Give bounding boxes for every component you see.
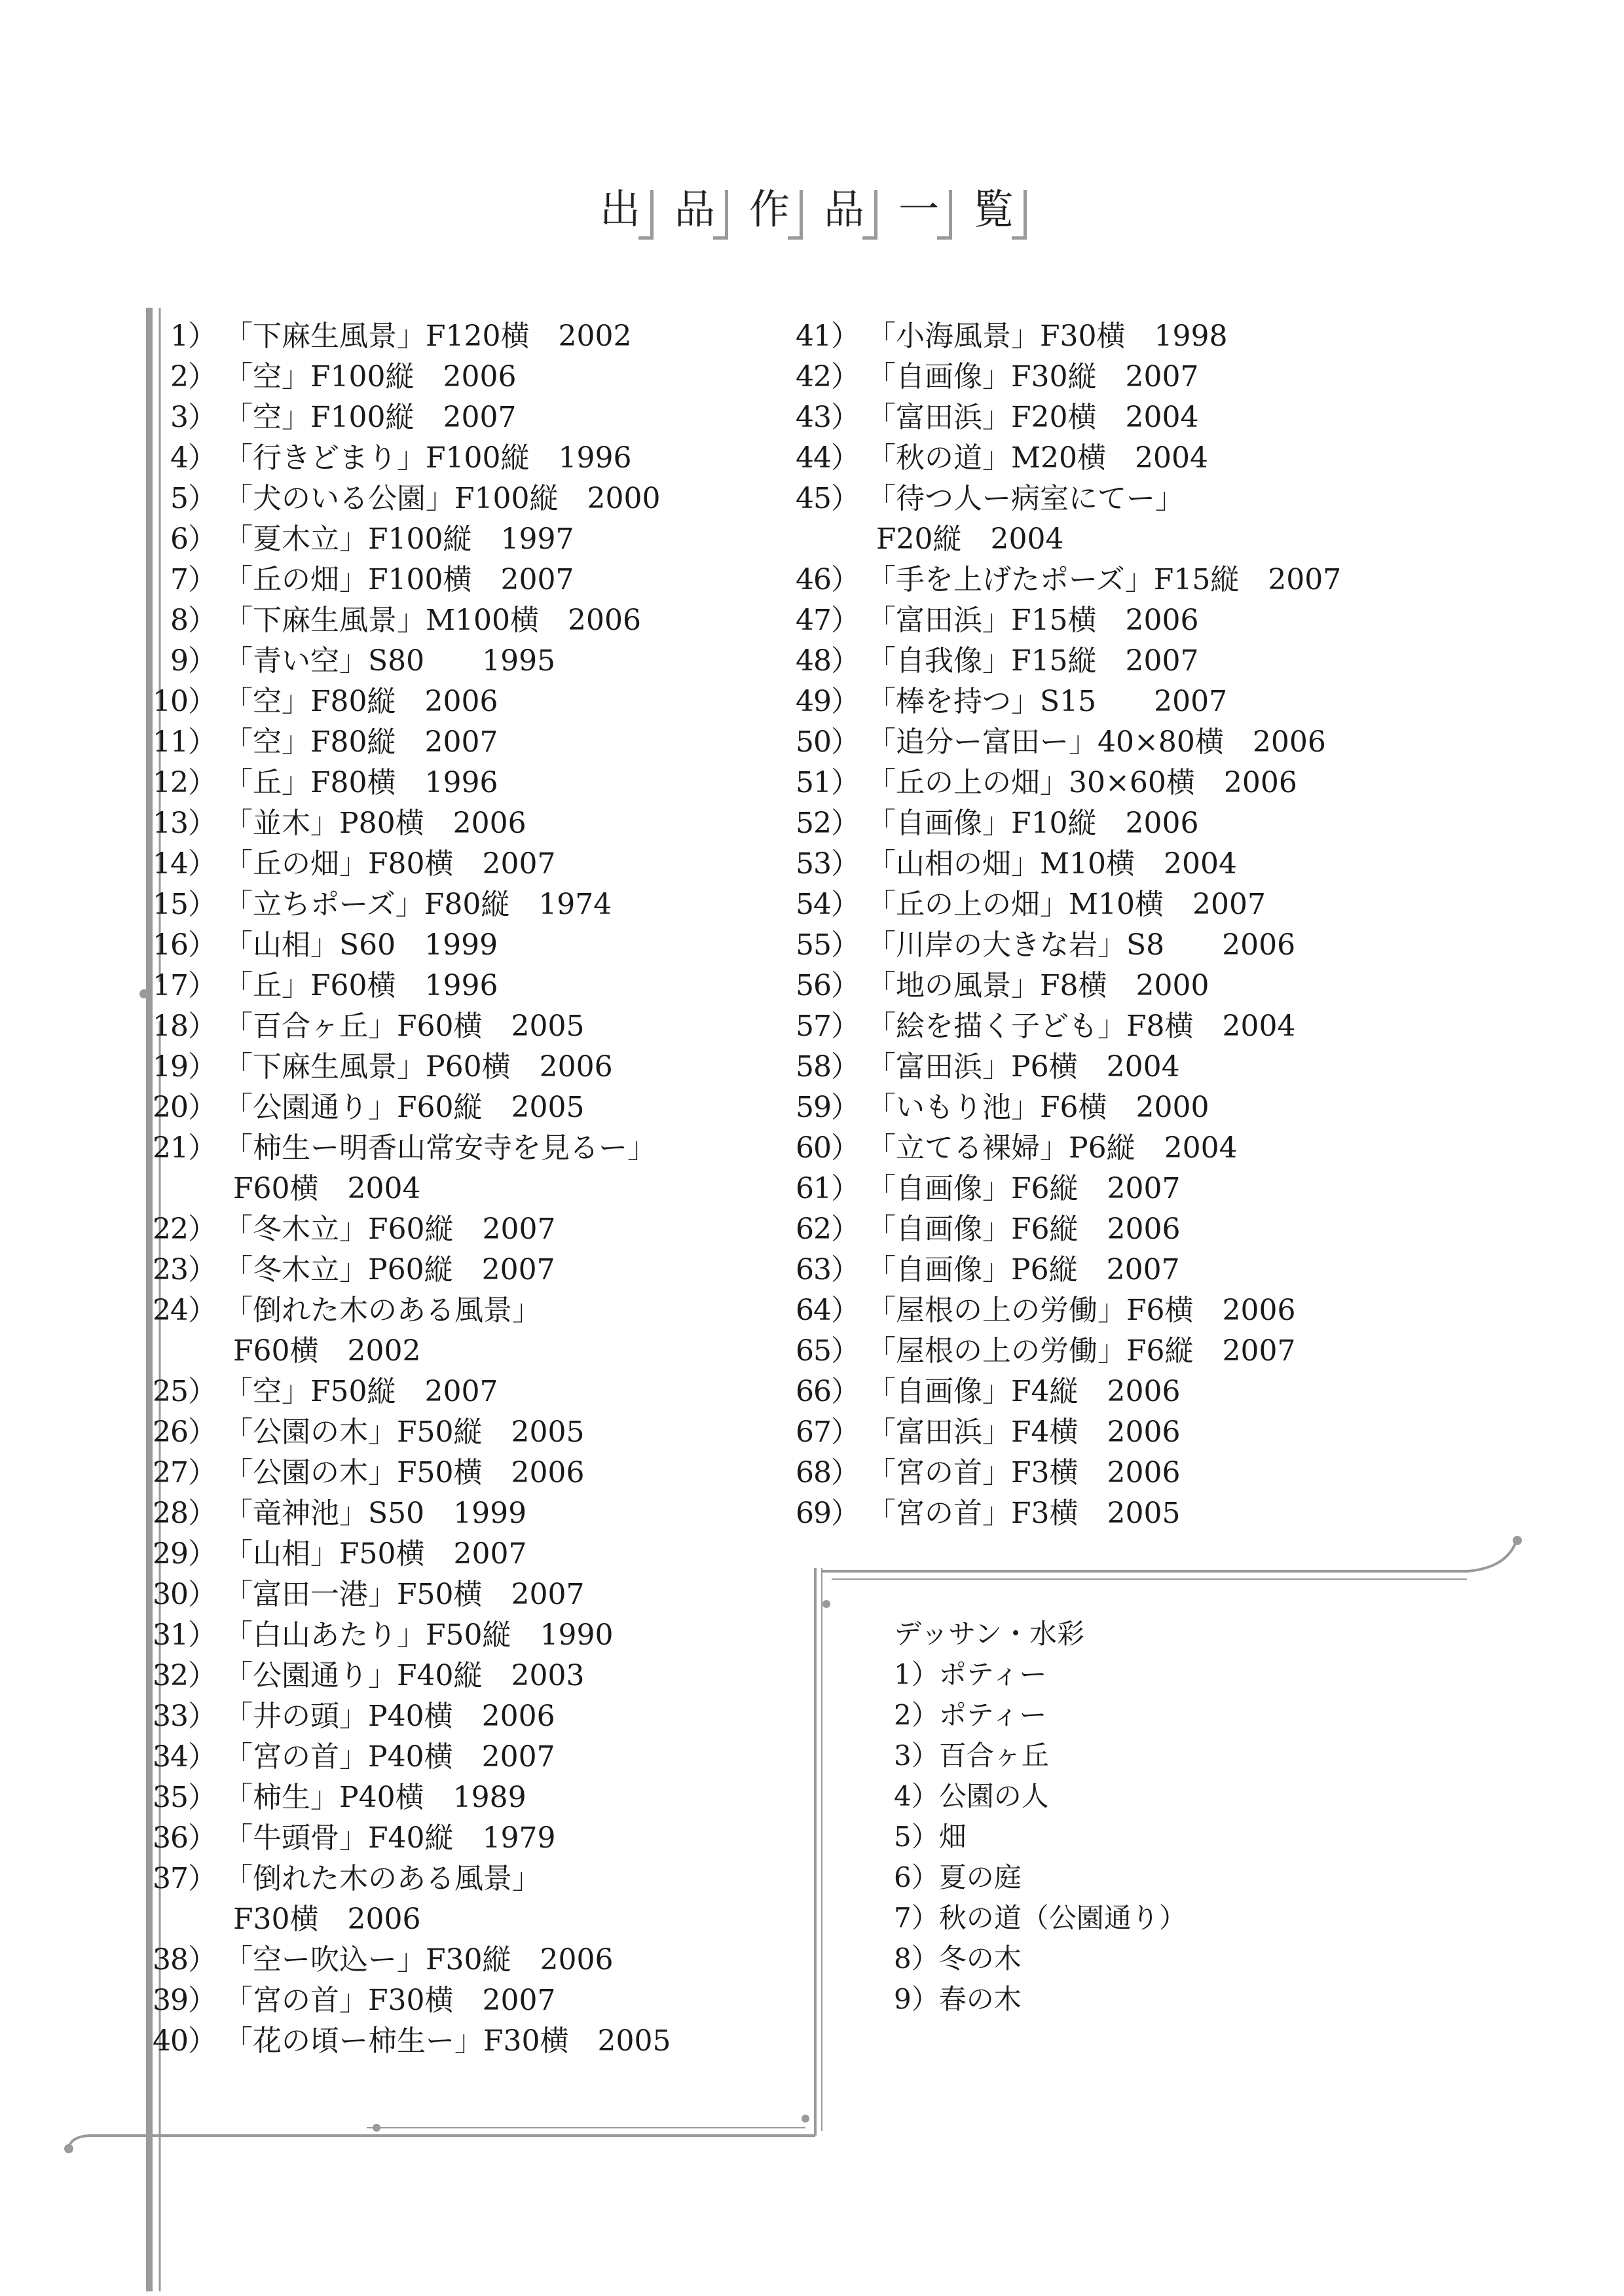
artwork-entry <box>143 1209 671 1250</box>
entry-number <box>143 1169 224 1209</box>
entry-number: 29） <box>153 1537 216 1571</box>
artwork-entry <box>786 479 1341 519</box>
entry-text: 「待つ人ー病室にてー」 <box>867 482 1184 515</box>
entry-number: 46） <box>796 563 859 596</box>
entry-text: 「自画像」F6縦 2007 <box>867 1172 1181 1205</box>
entry-number: 49） <box>796 685 859 718</box>
artwork-entry <box>143 1087 671 1128</box>
artwork-entry <box>143 803 671 844</box>
entry-text: 「宮の首」F3横 2006 <box>867 1456 1181 1489</box>
entry-number: 37） <box>153 1862 216 1895</box>
entry-text: 「公園通り」F40縦 2003 <box>224 1659 585 1692</box>
entry-number: 34） <box>153 1740 216 1774</box>
artwork-entry <box>143 966 671 1006</box>
entry-number: 25） <box>153 1375 216 1408</box>
entry-number: 14） <box>153 847 216 881</box>
entry-text: 「丘」F60横 1996 <box>224 969 498 1002</box>
entry-number: 60） <box>796 1131 859 1165</box>
entry-text: 「山相」S60 1999 <box>224 928 498 962</box>
entry-text: 「冬木立」F60縦 2007 <box>224 1212 556 1246</box>
entry-text: F60横 2004 <box>224 1172 421 1205</box>
artwork-entry <box>143 1940 671 1980</box>
entry-text: 「自画像」F6縦 2006 <box>867 1212 1181 1246</box>
entry-number: 45） <box>796 482 859 515</box>
artwork-entry <box>143 1534 671 1575</box>
entry-text: 「公園の木」F50縦 2005 <box>224 1415 585 1449</box>
entry-number: 24） <box>153 1294 216 1327</box>
entry-number: 43） <box>796 401 859 434</box>
entry-number: 16） <box>153 928 216 962</box>
entry-text: 「柿生」P40横 1989 <box>224 1781 526 1814</box>
artwork-entry <box>143 2021 671 2062</box>
artwork-entry <box>143 1899 671 1940</box>
artwork-list-right <box>786 316 1341 1534</box>
entry-number: 64） <box>796 1294 859 1327</box>
entry-text: 「山相の畑」M10横 2004 <box>867 847 1238 881</box>
artwork-entry <box>786 316 1341 357</box>
watercolor-section <box>894 1614 1187 2020</box>
entry-text: 「棒を持つ」S15 2007 <box>867 685 1228 718</box>
artwork-entry <box>786 1290 1341 1331</box>
artwork-entry <box>143 1331 671 1372</box>
entry-text: 「自我像」F15縦 2007 <box>867 644 1199 678</box>
entry-number: 3） <box>170 401 216 434</box>
entry-text: 「立てる裸婦」P6縦 2004 <box>867 1131 1238 1165</box>
watercolor-item: 3）百合ヶ丘 <box>894 1740 1049 1772</box>
artwork-entry <box>143 1575 671 1615</box>
entry-text: 「冬木立」P60縦 2007 <box>224 1253 555 1286</box>
artwork-entry <box>786 560 1341 600</box>
entry-text: 「並木」P80横 2006 <box>224 807 526 840</box>
artwork-entry <box>143 1128 671 1169</box>
artwork-entry <box>786 519 1341 560</box>
artwork-entry <box>143 1493 671 1534</box>
entry-text: 「追分ー富田ー」40×80横 2006 <box>867 725 1326 759</box>
entry-text: 「公園の木」F50横 2006 <box>224 1456 585 1489</box>
artwork-entry <box>143 1615 671 1656</box>
artwork-entry <box>143 1777 671 1818</box>
entry-text: F30横 2006 <box>224 1903 421 1936</box>
artwork-entry <box>143 1656 671 1696</box>
artwork-entry <box>786 884 1341 925</box>
entry-text: 「富田浜」F15横 2006 <box>867 604 1199 637</box>
entry-text: 「下麻生風景」F120横 2002 <box>224 319 632 353</box>
entry-number: 28） <box>153 1497 216 1530</box>
artwork-entry <box>143 1737 671 1777</box>
watercolor-item: 7）秋の道（公園通り） <box>894 1902 1187 1934</box>
artwork-entry <box>143 357 671 397</box>
title-char: 品 <box>671 183 729 240</box>
entry-number: 55） <box>796 928 859 962</box>
entry-text: 「絵を描く子ども」F8横 2004 <box>867 1010 1296 1043</box>
artwork-entry <box>143 1696 671 1737</box>
entry-number: 61） <box>796 1172 859 1205</box>
artwork-entry <box>143 1453 671 1493</box>
entry-number <box>786 519 867 560</box>
watercolor-item: 8）冬の木 <box>894 1942 1022 1975</box>
entry-number: 50） <box>796 725 859 759</box>
entry-number: 47） <box>796 604 859 637</box>
entry-number: 39） <box>153 1984 216 2017</box>
title-char: 作 <box>745 183 804 240</box>
entry-text: F60横 2002 <box>224 1334 421 1368</box>
artwork-entry <box>786 1493 1341 1534</box>
entry-number: 6） <box>170 522 216 556</box>
watercolor-item: 4）公園の人 <box>894 1780 1049 1812</box>
entry-number: 69） <box>796 1497 859 1530</box>
title-char: 一 <box>895 183 953 240</box>
watercolor-item: 5）畑 <box>894 1821 967 1853</box>
entry-text: 「夏木立」F100縦 1997 <box>224 522 574 556</box>
entry-number: 4） <box>170 441 216 475</box>
entry-text: 「下麻生風景」P60横 2006 <box>224 1050 613 1084</box>
entry-text: 「小海風景」F30横 1998 <box>867 319 1228 353</box>
artwork-entry <box>143 438 671 479</box>
entry-text: F20縦 2004 <box>867 522 1064 556</box>
title-char: 出 <box>596 183 655 240</box>
title-char: 覧 <box>969 183 1028 240</box>
entry-number: 2） <box>170 360 216 393</box>
entry-number: 8） <box>170 604 216 637</box>
entry-text: 「花の頃ー柿生ー」F30横 2005 <box>224 2024 671 2058</box>
artwork-entry <box>786 966 1341 1006</box>
entry-number: 18） <box>153 1010 216 1043</box>
entry-text: 「白山あたり」F50縦 1990 <box>224 1618 614 1652</box>
artwork-entry <box>786 1128 1341 1169</box>
entry-text: 「自画像」P6縦 2007 <box>867 1253 1180 1286</box>
artwork-entry <box>143 722 671 763</box>
entry-text: 「手を上げたポーズ」F15縦 2007 <box>867 563 1342 596</box>
artwork-entry <box>786 1250 1341 1290</box>
entry-text: 「空」F100縦 2007 <box>224 401 517 434</box>
artwork-entry <box>143 1250 671 1290</box>
entry-text: 「空」F50縦 2007 <box>224 1375 498 1408</box>
artwork-entry <box>786 925 1341 966</box>
entry-text: 「犬のいる公園」F100縦 2000 <box>224 482 661 515</box>
entry-text: 「屋根の上の労働」F6横 2006 <box>867 1294 1296 1327</box>
entry-text: 「空ー吹込ー」F30縦 2006 <box>224 1943 614 1977</box>
artwork-entry <box>143 1980 671 2021</box>
entry-text: 「丘の上の畑」M10横 2007 <box>867 888 1266 921</box>
artwork-entry <box>786 1331 1341 1372</box>
entry-text: 「井の頭」P40横 2006 <box>224 1700 555 1733</box>
artwork-entry <box>786 1006 1341 1047</box>
entry-number: 17） <box>153 969 216 1002</box>
artwork-entry <box>143 316 671 357</box>
artwork-entry <box>786 1047 1341 1087</box>
artwork-entry <box>143 479 671 519</box>
artwork-entry <box>143 1290 671 1331</box>
artwork-entry <box>786 722 1341 763</box>
entry-number: 67） <box>796 1415 859 1449</box>
entry-number: 11） <box>153 725 216 759</box>
entry-number: 32） <box>153 1659 216 1692</box>
entry-text: 「行きどまり」F100縦 1996 <box>224 441 632 475</box>
entry-number: 59） <box>796 1091 859 1124</box>
artwork-entry <box>143 844 671 884</box>
entry-text: 「山相」F50横 2007 <box>224 1537 527 1571</box>
entry-number: 7） <box>170 563 216 596</box>
entry-text: 「地の風景」F8横 2000 <box>867 969 1209 1002</box>
artwork-entry <box>786 357 1341 397</box>
artwork-entry <box>143 641 671 682</box>
entry-number: 52） <box>796 807 859 840</box>
entry-number: 35） <box>153 1781 216 1814</box>
entry-text: 「宮の首」P40横 2007 <box>224 1740 555 1774</box>
entry-number: 9） <box>170 644 216 678</box>
entry-number: 20） <box>153 1091 216 1124</box>
entry-text: 「公園通り」F60縦 2005 <box>224 1091 585 1124</box>
artwork-entry <box>786 1453 1341 1493</box>
entry-number: 51） <box>796 766 859 799</box>
artwork-entry <box>786 641 1341 682</box>
entry-text: 「屋根の上の労働」F6縦 2007 <box>867 1334 1296 1368</box>
artwork-entry <box>786 600 1341 641</box>
entry-text: 「空」F100縦 2006 <box>224 360 517 393</box>
artwork-entry <box>143 600 671 641</box>
entry-number: 22） <box>153 1212 216 1246</box>
artwork-entry <box>143 1169 671 1209</box>
entry-number: 54） <box>796 888 859 921</box>
entry-text: 「自画像」F10縦 2006 <box>867 807 1199 840</box>
artwork-entry <box>143 1818 671 1859</box>
entry-text: 「秋の道」M20横 2004 <box>867 441 1209 475</box>
entry-text: 「宮の首」F30横 2007 <box>224 1984 556 2017</box>
entry-number: 48） <box>796 644 859 678</box>
entry-text: 「自画像」F30縦 2007 <box>867 360 1199 393</box>
entry-text: 「牛頭骨」F40縦 1979 <box>224 1821 556 1855</box>
entry-text: 「立ちポーズ」F80縦 1974 <box>224 888 612 921</box>
entry-number: 36） <box>153 1821 216 1855</box>
entry-number: 5） <box>170 482 216 515</box>
entry-number: 30） <box>153 1578 216 1611</box>
artwork-entry <box>143 884 671 925</box>
artwork-entry <box>786 803 1341 844</box>
artwork-entry <box>786 682 1341 722</box>
artwork-entry <box>143 1859 671 1899</box>
artwork-entry <box>786 763 1341 803</box>
artwork-entry <box>786 1169 1341 1209</box>
artwork-entry <box>786 397 1341 438</box>
entry-number: 63） <box>796 1253 859 1286</box>
entry-text: 「丘の上の畑」30×60横 2006 <box>867 766 1297 799</box>
watercolor-item: 1）ポティー <box>894 1658 1047 1690</box>
entry-number: 66） <box>796 1375 859 1408</box>
artwork-entry <box>786 1372 1341 1412</box>
artwork-entry <box>786 1412 1341 1453</box>
entry-text: 「空」F80縦 2006 <box>224 685 498 718</box>
artwork-entry <box>143 397 671 438</box>
title-char: 品 <box>820 183 879 240</box>
artwork-entry <box>143 925 671 966</box>
entry-number: 19） <box>153 1050 216 1084</box>
entry-number: 62） <box>796 1212 859 1246</box>
artwork-entry <box>786 1087 1341 1128</box>
entry-number: 68） <box>796 1456 859 1489</box>
entry-number <box>143 1331 224 1372</box>
entry-number: 1） <box>170 319 216 353</box>
entry-number: 58） <box>796 1050 859 1084</box>
artwork-entry <box>786 1209 1341 1250</box>
artwork-entry <box>143 1047 671 1087</box>
entry-text: 「丘の畑」F100横 2007 <box>224 563 574 596</box>
artwork-entry <box>143 1412 671 1453</box>
watercolor-item: 9）春の木 <box>894 1983 1022 2015</box>
entry-number: 12） <box>153 766 216 799</box>
artwork-entry <box>143 763 671 803</box>
artwork-list-left <box>143 316 671 2062</box>
artwork-entry <box>786 438 1341 479</box>
entry-number <box>143 1899 224 1940</box>
entry-text: 「富田浜」F20横 2004 <box>867 401 1199 434</box>
artwork-entry <box>143 1372 671 1412</box>
entry-number: 57） <box>796 1010 859 1043</box>
entry-number: 23） <box>153 1253 216 1286</box>
entry-text: 「青い空」S80 1995 <box>224 644 556 678</box>
artwork-entry <box>143 519 671 560</box>
entry-number: 56） <box>796 969 859 1002</box>
entry-number: 44） <box>796 441 859 475</box>
entry-text: 「空」F80縦 2007 <box>224 725 498 759</box>
watercolor-item: 6）夏の庭 <box>894 1861 1022 1893</box>
entry-text: 「下麻生風景」M100横 2006 <box>224 604 642 637</box>
entry-number: 53） <box>796 847 859 881</box>
entry-number: 40） <box>153 2024 216 2058</box>
entry-text: 「富田一港」F50横 2007 <box>224 1578 585 1611</box>
entry-number: 27） <box>153 1456 216 1489</box>
entry-text: 「百合ヶ丘」F60横 2005 <box>224 1010 585 1043</box>
entry-text: 「富田浜」F4横 2006 <box>867 1415 1181 1449</box>
entry-text: 「いもり池」F6横 2000 <box>867 1091 1209 1124</box>
entry-number: 10） <box>153 685 216 718</box>
watercolor-list <box>894 1654 1187 2020</box>
entry-number: 33） <box>153 1700 216 1733</box>
artwork-entry <box>786 844 1341 884</box>
entry-number: 15） <box>153 888 216 921</box>
artwork-entry <box>143 682 671 722</box>
watercolor-item: 2）ポティー <box>894 1699 1047 1731</box>
artwork-entry <box>143 560 671 600</box>
entry-text: 「倒れた木のある風景」 <box>224 1294 541 1327</box>
entry-number: 31） <box>153 1618 216 1652</box>
entry-number: 38） <box>153 1943 216 1977</box>
entry-text: 「丘」F80横 1996 <box>224 766 498 799</box>
entry-text: 「川岸の大きな岩」S8 2006 <box>867 928 1296 962</box>
watercolor-heading: デッサン・水彩 <box>894 1618 1085 1650</box>
entry-text: 「竜神池」S50 1999 <box>224 1497 527 1530</box>
entry-text: 「倒れた木のある風景」 <box>224 1862 541 1895</box>
entry-number: 65） <box>796 1334 859 1368</box>
entry-number: 21） <box>153 1131 216 1165</box>
entry-text: 「丘の畑」F80横 2007 <box>224 847 556 881</box>
entry-number: 26） <box>153 1415 216 1449</box>
artwork-entry <box>143 1006 671 1047</box>
entry-number: 41） <box>796 319 859 353</box>
entry-number: 42） <box>796 360 859 393</box>
entry-number: 13） <box>153 807 216 840</box>
entry-text: 「宮の首」F3横 2005 <box>867 1497 1181 1530</box>
entry-text: 「富田浜」P6横 2004 <box>867 1050 1180 1084</box>
entry-text: 「柿生ー明香山常安寺を見るー」 <box>224 1131 656 1165</box>
entry-text: 「自画像」F4縦 2006 <box>867 1375 1181 1408</box>
